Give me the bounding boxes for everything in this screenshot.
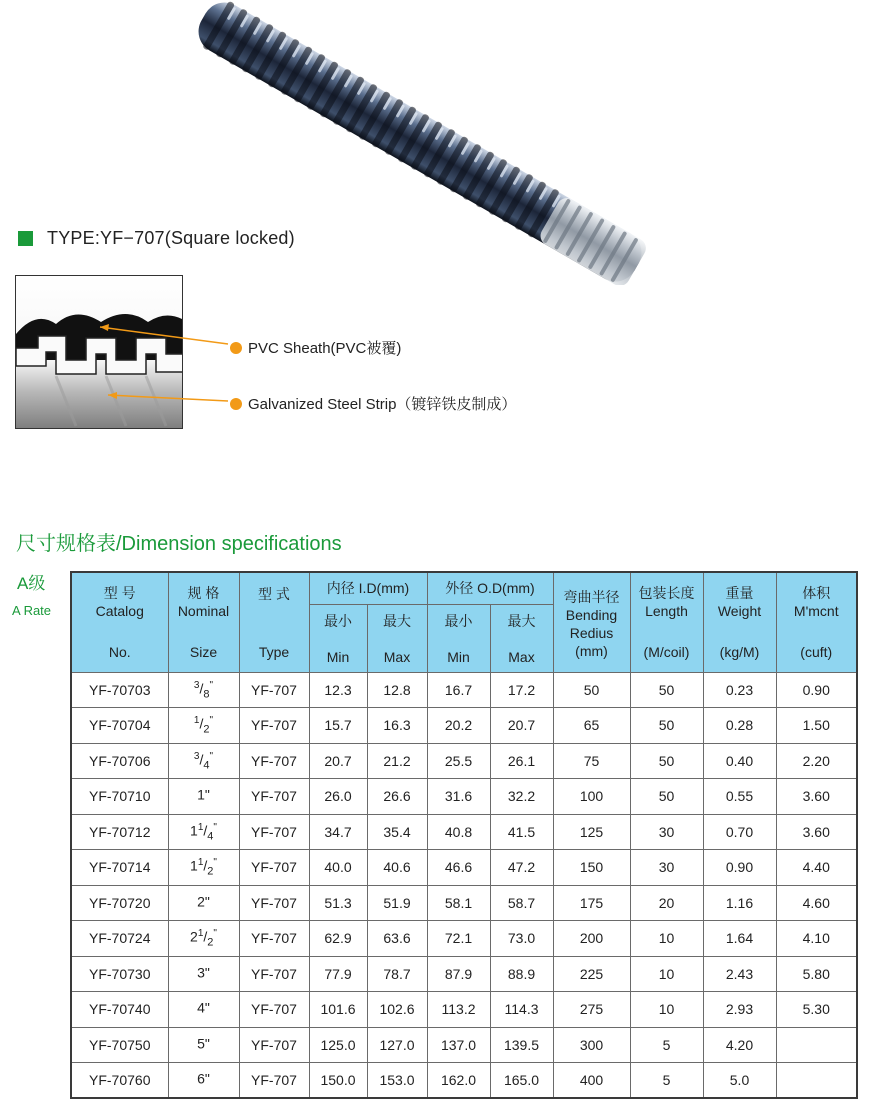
cell-volume: 0.90	[776, 672, 857, 708]
cell-type: YF-707	[239, 850, 309, 886]
cell-bending-radius: 225	[553, 956, 630, 992]
cell-length: 10	[630, 992, 703, 1028]
cell-volume: 4.40	[776, 850, 857, 886]
cell-od-min: 20.2	[427, 708, 490, 744]
cell-weight: 0.28	[703, 708, 776, 744]
size-inch-mark: "	[209, 679, 214, 691]
cell-length: 30	[630, 850, 703, 886]
cell-type: YF-707	[239, 992, 309, 1028]
header-od: 外径 O.D(mm)	[427, 572, 553, 604]
cross-section-diagram	[15, 275, 183, 429]
cell-id-max: 16.3	[367, 708, 427, 744]
callout-pvc-sheath	[230, 337, 401, 358]
type-heading	[18, 228, 295, 249]
header-volume: 体积 M'mcnt (cuft)	[776, 572, 857, 672]
cell-bending-radius: 50	[553, 672, 630, 708]
cell-catalog: YF-70714	[71, 850, 168, 886]
cell-bending-radius: 65	[553, 708, 630, 744]
cell-id-min: 101.6	[309, 992, 367, 1028]
cell-id-max: 21.2	[367, 743, 427, 779]
cell-od-min: 40.8	[427, 814, 490, 850]
cell-id-min: 12.3	[309, 672, 367, 708]
table-row	[71, 921, 857, 957]
cell-od-max: 20.7	[490, 708, 553, 744]
size-denominator: 2	[207, 865, 214, 878]
cell-nominal-size	[168, 779, 239, 815]
cell-bending-radius: 175	[553, 885, 630, 921]
type-heading-text: TYPE:YF−707(Square locked)	[47, 228, 295, 248]
cell-nominal-size	[168, 1063, 239, 1099]
cell-catalog: YF-70706	[71, 743, 168, 779]
size-numerator: 1	[193, 715, 200, 727]
cell-id-min: 20.7	[309, 743, 367, 779]
size-denominator: 4	[203, 758, 210, 771]
cell-length: 20	[630, 885, 703, 921]
cell-od-max: 47.2	[490, 850, 553, 886]
size-inch-mark: "	[213, 857, 217, 869]
cell-id-max: 78.7	[367, 956, 427, 992]
orange-dot-icon	[230, 398, 242, 410]
cell-od-min: 16.7	[427, 672, 490, 708]
cell-volume: 3.60	[776, 779, 857, 815]
size-whole: 1	[190, 857, 198, 874]
cell-weight: 2.93	[703, 992, 776, 1028]
table-row	[71, 1027, 857, 1063]
cross-section-drawing	[16, 276, 183, 429]
size-whole: 2	[190, 928, 198, 945]
cell-catalog: YF-70703	[71, 672, 168, 708]
size-slash: /	[203, 857, 208, 874]
cell-length: 50	[630, 779, 703, 815]
cell-length: 10	[630, 921, 703, 957]
cell-catalog: YF-70710	[71, 779, 168, 815]
section-title: 尺寸规格表/Dimension specifications	[16, 533, 342, 555]
cell-bending-radius: 75	[553, 743, 630, 779]
cell-weight: 0.90	[703, 850, 776, 886]
cell-nominal-size	[168, 921, 239, 957]
cell-nominal-size	[168, 885, 239, 921]
cell-weight: 5.0	[703, 1063, 776, 1099]
size-denominator: 2	[207, 936, 214, 949]
grade-label: A级	[17, 574, 46, 593]
size-denominator: 4	[207, 829, 214, 842]
size-numerator: 1	[197, 821, 204, 833]
cell-type: YF-707	[239, 672, 309, 708]
size-numerator: 1	[197, 857, 204, 869]
cell-od-max: 114.3	[490, 992, 553, 1028]
cell-od-min: 58.1	[427, 885, 490, 921]
size-numerator: 3	[193, 679, 200, 691]
cell-bending-radius: 275	[553, 992, 630, 1028]
size-denominator: 8	[203, 687, 210, 700]
size-slash: /	[199, 751, 204, 768]
size-numerator: 3	[193, 750, 200, 762]
cell-od-min: 46.6	[427, 850, 490, 886]
cell-od-max: 17.2	[490, 672, 553, 708]
header-od-max: 最大 Max	[490, 604, 553, 672]
cell-od-min: 162.0	[427, 1063, 490, 1099]
cell-id-max: 40.6	[367, 850, 427, 886]
size-whole: 4"	[197, 999, 210, 1016]
size-numerator: 1	[197, 928, 204, 940]
size-whole: 5"	[197, 1035, 210, 1052]
size-slash: /	[199, 715, 204, 732]
spec-table-body	[71, 672, 857, 1098]
cell-id-min: 51.3	[309, 885, 367, 921]
cell-catalog: YF-70720	[71, 885, 168, 921]
cell-od-min: 87.9	[427, 956, 490, 992]
green-square-icon	[18, 231, 33, 246]
cell-id-min: 62.9	[309, 921, 367, 957]
table-row	[71, 672, 857, 708]
cell-volume: 5.80	[776, 956, 857, 992]
header-id: 内径 I.D(mm)	[309, 572, 427, 604]
cell-length: 50	[630, 743, 703, 779]
cell-id-min: 40.0	[309, 850, 367, 886]
cell-id-min: 34.7	[309, 814, 367, 850]
cell-length: 50	[630, 708, 703, 744]
table-row	[71, 743, 857, 779]
cell-type: YF-707	[239, 1027, 309, 1063]
header-id-min: 最小 Min	[309, 604, 367, 672]
cell-volume: 4.10	[776, 921, 857, 957]
table-row	[71, 708, 857, 744]
cell-type: YF-707	[239, 885, 309, 921]
size-inch-mark: "	[213, 821, 217, 833]
size-whole: 2"	[197, 893, 210, 910]
header-weight: 重量 Weight (kg/M)	[703, 572, 776, 672]
size-inch-mark: "	[213, 928, 217, 940]
cell-length: 5	[630, 1063, 703, 1099]
cell-nominal-size	[168, 956, 239, 992]
size-whole: 6"	[197, 1070, 210, 1087]
cell-id-min: 26.0	[309, 779, 367, 815]
header-od-min: 最小 Min	[427, 604, 490, 672]
cell-type: YF-707	[239, 921, 309, 957]
cell-bending-radius: 125	[553, 814, 630, 850]
cell-type: YF-707	[239, 1063, 309, 1099]
cell-od-max: 88.9	[490, 956, 553, 992]
table-row	[71, 779, 857, 815]
cell-length: 10	[630, 956, 703, 992]
cell-catalog: YF-70730	[71, 956, 168, 992]
cell-catalog: YF-70712	[71, 814, 168, 850]
cell-od-max: 32.2	[490, 779, 553, 815]
cell-bending-radius: 150	[553, 850, 630, 886]
grade-sublabel: A Rate	[12, 603, 52, 618]
dimension-spec-table	[70, 571, 858, 1099]
cell-weight: 0.70	[703, 814, 776, 850]
cell-od-min: 137.0	[427, 1027, 490, 1063]
cell-id-max: 51.9	[367, 885, 427, 921]
cell-nominal-size	[168, 743, 239, 779]
size-slash: /	[203, 822, 208, 839]
size-whole: 1"	[197, 786, 210, 803]
header-catalog: 型 号 Catalog No.	[71, 572, 168, 672]
cell-type: YF-707	[239, 956, 309, 992]
cell-volume: 4.60	[776, 885, 857, 921]
cell-id-max: 26.6	[367, 779, 427, 815]
cell-bending-radius: 400	[553, 1063, 630, 1099]
cell-nominal-size	[168, 1027, 239, 1063]
cell-catalog: YF-70724	[71, 921, 168, 957]
cell-nominal-size	[168, 992, 239, 1028]
orange-dot-icon	[230, 342, 242, 354]
cell-length: 50	[630, 672, 703, 708]
size-slash: /	[203, 928, 208, 945]
cell-od-max: 165.0	[490, 1063, 553, 1099]
cell-id-max: 35.4	[367, 814, 427, 850]
size-slash: /	[199, 680, 204, 697]
cell-type: YF-707	[239, 743, 309, 779]
cell-id-min: 15.7	[309, 708, 367, 744]
header-length: 包装长度 Length (M/coil)	[630, 572, 703, 672]
cell-od-min: 31.6	[427, 779, 490, 815]
cell-id-max: 12.8	[367, 672, 427, 708]
cell-od-max: 26.1	[490, 743, 553, 779]
cell-od-max: 58.7	[490, 885, 553, 921]
cell-catalog: YF-70740	[71, 992, 168, 1028]
cell-volume: 2.20	[776, 743, 857, 779]
cell-bending-radius: 200	[553, 921, 630, 957]
cell-catalog: YF-70704	[71, 708, 168, 744]
cell-nominal-size	[168, 814, 239, 850]
cell-bending-radius: 100	[553, 779, 630, 815]
cell-weight: 4.20	[703, 1027, 776, 1063]
cell-volume: 3.60	[776, 814, 857, 850]
cell-nominal-size	[168, 708, 239, 744]
cell-id-min: 77.9	[309, 956, 367, 992]
cell-volume	[776, 1027, 857, 1063]
cell-od-max: 139.5	[490, 1027, 553, 1063]
table-row	[71, 814, 857, 850]
cell-id-max: 102.6	[367, 992, 427, 1028]
table-row	[71, 1063, 857, 1099]
table-row	[71, 956, 857, 992]
header-nominal: 规 格 Nominal Size	[168, 572, 239, 672]
callout-steel-strip	[230, 393, 516, 414]
cell-od-min: 113.2	[427, 992, 490, 1028]
cell-bending-radius: 300	[553, 1027, 630, 1063]
cell-id-min: 150.0	[309, 1063, 367, 1099]
header-type: 型 式 Type	[239, 572, 309, 672]
table-row	[71, 885, 857, 921]
callout-pvc-label: PVC Sheath(PVC被覆)	[248, 340, 402, 357]
size-inch-mark: "	[209, 750, 214, 762]
cell-weight: 0.40	[703, 743, 776, 779]
size-denominator: 2	[203, 723, 210, 736]
cell-type: YF-707	[239, 708, 309, 744]
cell-weight: 0.55	[703, 779, 776, 815]
cell-type: YF-707	[239, 779, 309, 815]
cell-id-max: 63.6	[367, 921, 427, 957]
cell-od-min: 25.5	[427, 743, 490, 779]
cell-id-max: 153.0	[367, 1063, 427, 1099]
cell-weight: 1.64	[703, 921, 776, 957]
cell-weight: 2.43	[703, 956, 776, 992]
table-row	[71, 992, 857, 1028]
size-whole: 1	[190, 822, 198, 839]
cell-od-max: 41.5	[490, 814, 553, 850]
cell-length: 5	[630, 1027, 703, 1063]
cell-od-max: 73.0	[490, 921, 553, 957]
size-whole: 3"	[197, 964, 210, 981]
cell-volume: 5.30	[776, 992, 857, 1028]
cell-od-min: 72.1	[427, 921, 490, 957]
cell-nominal-size	[168, 672, 239, 708]
cell-weight: 1.16	[703, 885, 776, 921]
callout-steel-label: Galvanized Steel Strip（镀锌铁皮制成）	[248, 396, 517, 413]
header-id-max: 最大 Max	[367, 604, 427, 672]
cell-nominal-size	[168, 850, 239, 886]
table-row	[71, 850, 857, 886]
cell-id-min: 125.0	[309, 1027, 367, 1063]
cell-volume	[776, 1063, 857, 1099]
cell-type: YF-707	[239, 814, 309, 850]
cell-catalog: YF-70750	[71, 1027, 168, 1063]
cell-id-max: 127.0	[367, 1027, 427, 1063]
cell-length: 30	[630, 814, 703, 850]
cell-catalog: YF-70760	[71, 1063, 168, 1099]
cell-weight: 0.23	[703, 672, 776, 708]
cell-volume: 1.50	[776, 708, 857, 744]
header-bending: 弯曲半径 Bending Redius (mm)	[553, 572, 630, 672]
size-inch-mark: "	[209, 715, 214, 727]
